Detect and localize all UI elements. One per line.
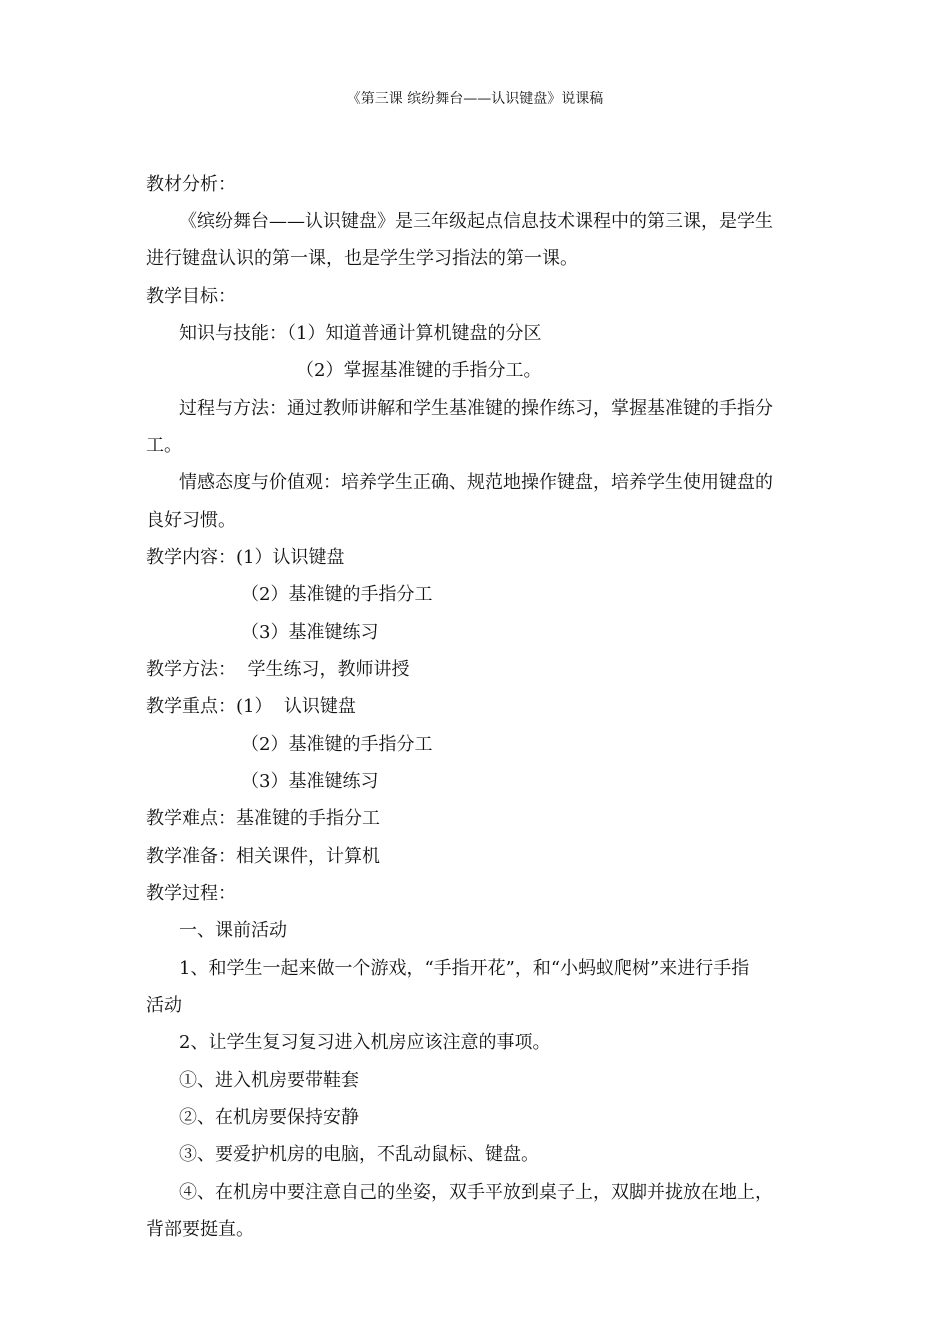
procedure-step-1-line-1: 1、和学生一起来做一个游戏，“手指开花”，和“小蚂蚁爬树”来进行手指 [179, 958, 750, 979]
teaching-method: 教学方法： 学生练习，教师讲授 [146, 659, 410, 680]
content-item-2: （2）基准键的手指分工 [241, 584, 433, 605]
teaching-preparation: 教学准备：相关课件，计算机 [146, 846, 380, 867]
goals-heading: 教学目标： [146, 286, 236, 307]
procedure-rule-4-line-2: 背部要挺直。 [146, 1219, 254, 1240]
keypoints-item-1: 教学重点：(1） 认识键盘 [146, 696, 356, 717]
procedure-step-2: 2、让学生复习复习进入机房应该注意的事项。 [179, 1032, 551, 1053]
goals-process-line-1: 过程与方法：通过教师讲解和学生基准键的操作练习，掌握基准键的手指分 [179, 398, 773, 419]
keypoints-item-3: （3）基准键练习 [241, 771, 379, 792]
analysis-text-line-1: 《缤纷舞台——认识键盘》是三年级起点信息技术课程中的第三课，是学生 [179, 211, 773, 232]
procedure-rule-4-line-1: ④、在机房中要注意自己的坐姿，双手平放到桌子上，双脚并拢放在地上， [179, 1182, 773, 1203]
procedure-rule-2: ②、在机房要保持安静 [179, 1107, 359, 1128]
goals-emotion-line-2: 良好习惯。 [146, 510, 236, 531]
procedure-section-1: 一、课前活动 [179, 920, 287, 941]
procedure-rule-1: ①、进入机房要带鞋套 [179, 1070, 359, 1091]
document-title: 《第三课 缤纷舞台——认识键盘》说课稿 [346, 91, 604, 107]
procedure-step-1-line-2: 活动 [146, 995, 182, 1016]
procedure-rule-3: ③、要爱护机房的电脑，不乱动鼠标、键盘。 [179, 1144, 539, 1165]
content-item-1: 教学内容：(1）认识键盘 [146, 547, 345, 568]
goals-process-line-2: 工。 [146, 435, 182, 456]
procedure-heading: 教学过程： [146, 883, 236, 904]
goals-knowledge-line-2: （2）掌握基准键的手指分工。 [296, 360, 542, 381]
analysis-heading: 教材分析： [146, 174, 236, 195]
goals-emotion-line-1: 情感态度与价值观：培养学生正确、规范地操作键盘，培养学生使用键盘的 [179, 472, 773, 493]
teaching-difficulty: 教学难点：基准键的手指分工 [146, 808, 380, 829]
content-item-3: （3）基准键练习 [241, 622, 379, 643]
keypoints-item-2: （2）基准键的手指分工 [241, 734, 433, 755]
goals-knowledge-line-1: 知识与技能：（1）知道普通计算机键盘的分区 [179, 323, 542, 344]
analysis-text-line-2: 进行键盘认识的第一课，也是学生学习指法的第一课。 [146, 248, 578, 269]
